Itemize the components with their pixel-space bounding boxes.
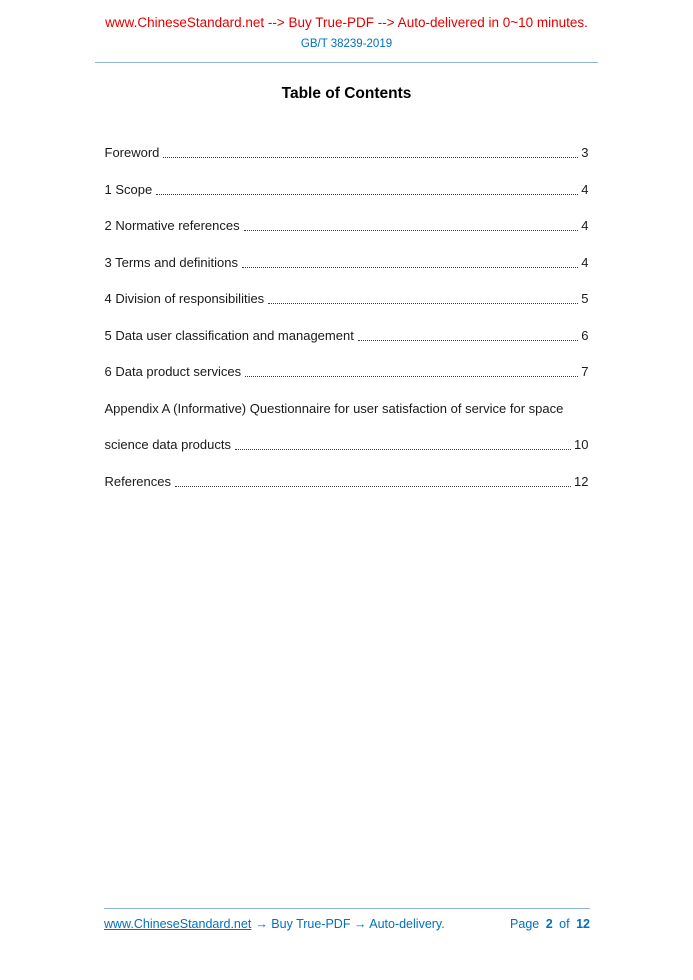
toc-dot-leader: [235, 449, 571, 450]
toc-dot-leader: [156, 194, 578, 195]
toc-dot-leader: [242, 267, 578, 268]
toc-entry-label: 2 Normative references: [104, 218, 240, 233]
page-number-indicator: [510, 917, 590, 931]
toc-entry: [105, 145, 589, 161]
footer-site-link[interactable]: www.ChineseStandard.net: [104, 917, 252, 931]
toc-entry: [105, 218, 589, 234]
toc-entry-label: 4 Division of responsibilities: [104, 291, 265, 306]
page-header: [0, 0, 693, 63]
page-footer: [104, 908, 590, 931]
page-of-label: of: [559, 917, 570, 931]
page-current: 2: [545, 917, 553, 931]
page-label: Page: [510, 917, 540, 931]
toc-dot-leader: [244, 230, 579, 231]
toc-entry-label: 6 Data product services: [104, 364, 242, 379]
toc-dot-leader: [268, 303, 578, 304]
toc-entry-page: 12: [574, 473, 589, 489]
toc-entry-label: References: [104, 473, 171, 489]
page-title: Table of Contents: [281, 85, 412, 102]
page-total: 12: [576, 917, 590, 931]
footer-left: [104, 917, 445, 931]
toc-entry-label: 5 Data user classification and management: [104, 327, 354, 343]
toc-entry-page: 3: [581, 145, 589, 160]
toc-entry: [105, 364, 589, 380]
toc-entry: [105, 182, 589, 198]
toc-entry-page: 7: [581, 364, 589, 379]
toc-entry-page: 4: [581, 218, 589, 233]
toc-entry-page: 4: [581, 254, 589, 270]
toc-entry-page: 4: [581, 181, 589, 197]
toc-list: [105, 145, 589, 490]
toc-entry: [105, 401, 589, 417]
promo-banner: www.ChineseStandard.net --> Buy True-PDF --> Auto-delivered in 0~10 minutes.: [105, 15, 588, 30]
toc-dot-leader: [358, 340, 578, 341]
standard-code: GB/T 38239-2019: [300, 38, 393, 50]
toc-dot-leader: [175, 486, 571, 487]
toc-entry-page: 10: [574, 437, 589, 452]
footer-promo-text: → Buy True-PDF → Auto-delivery.: [255, 917, 445, 931]
toc-entry: [105, 474, 589, 490]
footer-divider: [104, 908, 590, 909]
toc-entry-page: 5: [581, 291, 589, 306]
toc-entry-label: Appendix A (Informative) Questionnaire for user satisfaction of service for space: [104, 400, 564, 416]
toc-entry: [105, 437, 589, 453]
toc-entry-label: 3 Terms and definitions: [104, 254, 238, 270]
toc-entry: [105, 291, 589, 307]
toc-dot-leader: [163, 157, 578, 158]
header-divider: [95, 62, 598, 63]
toc-dot-leader: [245, 376, 578, 377]
toc-entry-label: Foreword: [104, 145, 160, 160]
toc-entry-label: 1 Scope: [104, 181, 153, 197]
toc-entry: [105, 328, 589, 344]
toc-entry-page: 6: [581, 327, 589, 343]
toc-entry-label: science data products: [104, 437, 231, 452]
toc-entry: [105, 255, 589, 271]
